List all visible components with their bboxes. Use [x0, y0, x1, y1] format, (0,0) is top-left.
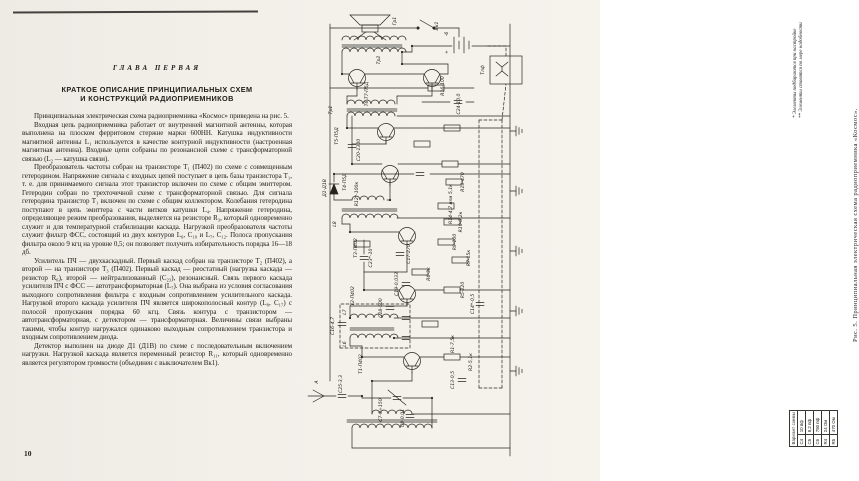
- figure-caption: Рис. 5. Принципиальная электрическая схема радиоприемника «Космос».: [852, 108, 859, 342]
- component-label: С7-3÷150: [379, 398, 384, 422]
- table-row: [806, 410, 814, 446]
- variants-table: [789, 410, 838, 447]
- component-label: С19-0,033: [395, 272, 400, 296]
- component-label: R5-220: [461, 281, 466, 299]
- page-number: 10: [24, 449, 32, 458]
- section-heading-line2: И КОНСТРУКЦИЙ РАДИОПРИЕМНИКОВ: [80, 94, 234, 103]
- left-text-page: [22, 0, 292, 367]
- component-label: С14*-0,5: [471, 293, 476, 315]
- component-label: R12*-100к: [355, 181, 360, 207]
- circuit-schematic: [300, 0, 600, 481]
- figure-5: [300, 0, 859, 481]
- table-cell: 470 Ом: [830, 410, 838, 434]
- table-cell: С5: [806, 434, 814, 446]
- component-label: R6-3к: [427, 267, 432, 281]
- component-label: С25-3,3: [339, 374, 344, 394]
- paragraph: Усилитель ПЧ — двухкаскадный. Первый каскад собран на транзисторе Т₂ (П402), а второй — на транзисторе Т₃ (П402). Первый каскад — реостатный (нагрузка каскада — резистор R₆), второй — нейтрализованный (С₂₃), резонансный. Связь первого каскада усилителя ПЧ с ФСС — автотрансформаторная (L₇). Она выбрана из условия согласования выходного сопротивления фильтра с входным сопротивлением усилительного каскада. Нагрузкой второго каскада усилителя ПЧ является широкополосный контур (L₈, C₁₇) с полосой пропускания порядка 60 кгц. Связь контура с транзистором — автотрансформаторная, с детектором — трансформаторная. Величины связи выбраны такими, чтобы контур нагружался одинаково выходным сопротивлением транзистора и входным сопротивлением диода.: [22, 256, 292, 341]
- component-label: Тлф: [481, 65, 486, 75]
- table-cell: R5: [830, 434, 838, 446]
- table-cell: 10 пф: [798, 410, 806, 434]
- paragraph: Детектор выполнен на диоде Д1 (Д1В) по схеме с последовательным включением нагрузки. Нагрузкой каскада является переменный резистор R₁₁, который одновременно является регулятором громкости (объединен с выключателем Вк1).: [22, 341, 292, 367]
- table-row: [822, 410, 830, 446]
- component-label: Т1-П402: [359, 354, 364, 374]
- component-label: Тр1: [329, 105, 334, 115]
- table-cell: 24 Ом: [822, 410, 830, 434]
- component-label: Д1-Д1В: [323, 179, 328, 197]
- paragraph: Принципиальная электрическая схема радиоприемника «Космос» приведена на рис. 5.: [34, 112, 289, 120]
- component-label: С13-0,5: [451, 370, 456, 390]
- component-label: R14-4,7 или 5,1к: [449, 184, 454, 224]
- component-label: R10-8,2к: [459, 211, 464, 233]
- chapter-heading: ГЛАВА ПЕРВАЯ: [112, 64, 202, 72]
- footnote-2: ** Элементы ставятся по мере надобности: [799, 22, 805, 118]
- component-label: Т4-П5Д: [343, 173, 348, 191]
- component-label: R1-7,5к: [451, 335, 456, 353]
- component-label: R13-470: [461, 172, 466, 192]
- variants-table-header: Вариант схемы: [791, 412, 796, 445]
- component-label: С16-4,7: [331, 316, 336, 336]
- table-cell: С4: [798, 434, 806, 446]
- component-label: А: [315, 380, 320, 384]
- table-row: [814, 410, 822, 446]
- paragraph: Входная цепь радиоприемника работает от внутренней магнитной антенны, которая выполнена на плоском ферритовом стержне марки 600НН. Катушка индуктивности магнитной антенны L₁ используется в качестве контурной индуктивности (настроенная магнитная антенна). Входные цепи собраны по резонансной схеме с трансформаторной связью (L₂ — катушка связи).: [22, 120, 292, 163]
- footnote-1: * Элементы подбираются при настройке: [793, 28, 798, 118]
- component-label: L8: [333, 221, 338, 227]
- component-label: R16-100: [441, 76, 446, 96]
- component-label: Т2-П402: [351, 286, 356, 306]
- table-row: [830, 410, 838, 446]
- component-label: L7: [343, 309, 348, 315]
- body-text: [22, 112, 292, 367]
- component-label: -6: [445, 31, 450, 37]
- component-label: R9-100: [453, 233, 458, 251]
- component-label: С17-270: [407, 244, 412, 264]
- component-label: L6: [343, 341, 348, 347]
- section-heading: [22, 85, 292, 103]
- table-cell: R4: [822, 434, 830, 446]
- component-label: С24-10,0: [457, 93, 462, 115]
- table-cell: С6: [814, 434, 822, 446]
- figure-footnotes: [793, 22, 805, 118]
- component-label: С23*-10: [369, 248, 374, 268]
- component-label: Т6,Т7-П5Д: [365, 81, 370, 107]
- component-label: С18-500: [379, 298, 384, 318]
- component-label: Тр2: [377, 55, 382, 65]
- table-cell: 8,2 пф: [806, 410, 814, 434]
- section-heading-line1: КРАТКОЕ ОПИСАНИЕ ПРИНЦИПИАЛЬНЫХ СХЕМ: [61, 85, 253, 94]
- table-cell: 750 пф: [814, 410, 822, 434]
- component-label: Вк1: [435, 21, 440, 31]
- component-label: R7-15к: [467, 249, 472, 267]
- component-label: R2-5,1к: [469, 353, 474, 371]
- component-label: С20-1300: [357, 138, 362, 162]
- table-row: [798, 410, 806, 446]
- component-label: Т5-П5Д: [335, 127, 340, 145]
- component-label: Гр1: [393, 16, 398, 26]
- component-label: Т3-П402: [354, 238, 359, 258]
- component-label: +: [445, 50, 450, 54]
- paragraph: Преобразователь частоты собран на транзисторе Т₁ (П402) по схеме с совмещенным гетеродином. Напряжение сигнала с входных цепей поступает в цепь базы транзистора Т₁, т. е. для принимаемого сигнала этот транзистор включен по схеме с общим эмиттером. Гетеродин собран по трехточечной схеме с трансформаторной связью. Для сигнала гетеродина транзистор Т₁ включен по схеме с общим коллектором. Колебания гетеродина поступают в цепь эмиттера с части витков катушки L₄. Напряжение гетеродина, определяющее режим преобразования, выделяется на резисторе R₃, который одновременно служит и для температурной стабилизации каскада. Нагрузкой преобразователя частоты служит фильтр ФСС, состоящий из двух контуров L₆, C₁₀ и L₇, C₁₂. Полоса пропускания фильтра около 9 кгц на уровне 0,5; он позволяет получить избирательность порядка 16—18 дб.: [22, 163, 292, 256]
- component-label: С8-0,01: [401, 408, 406, 428]
